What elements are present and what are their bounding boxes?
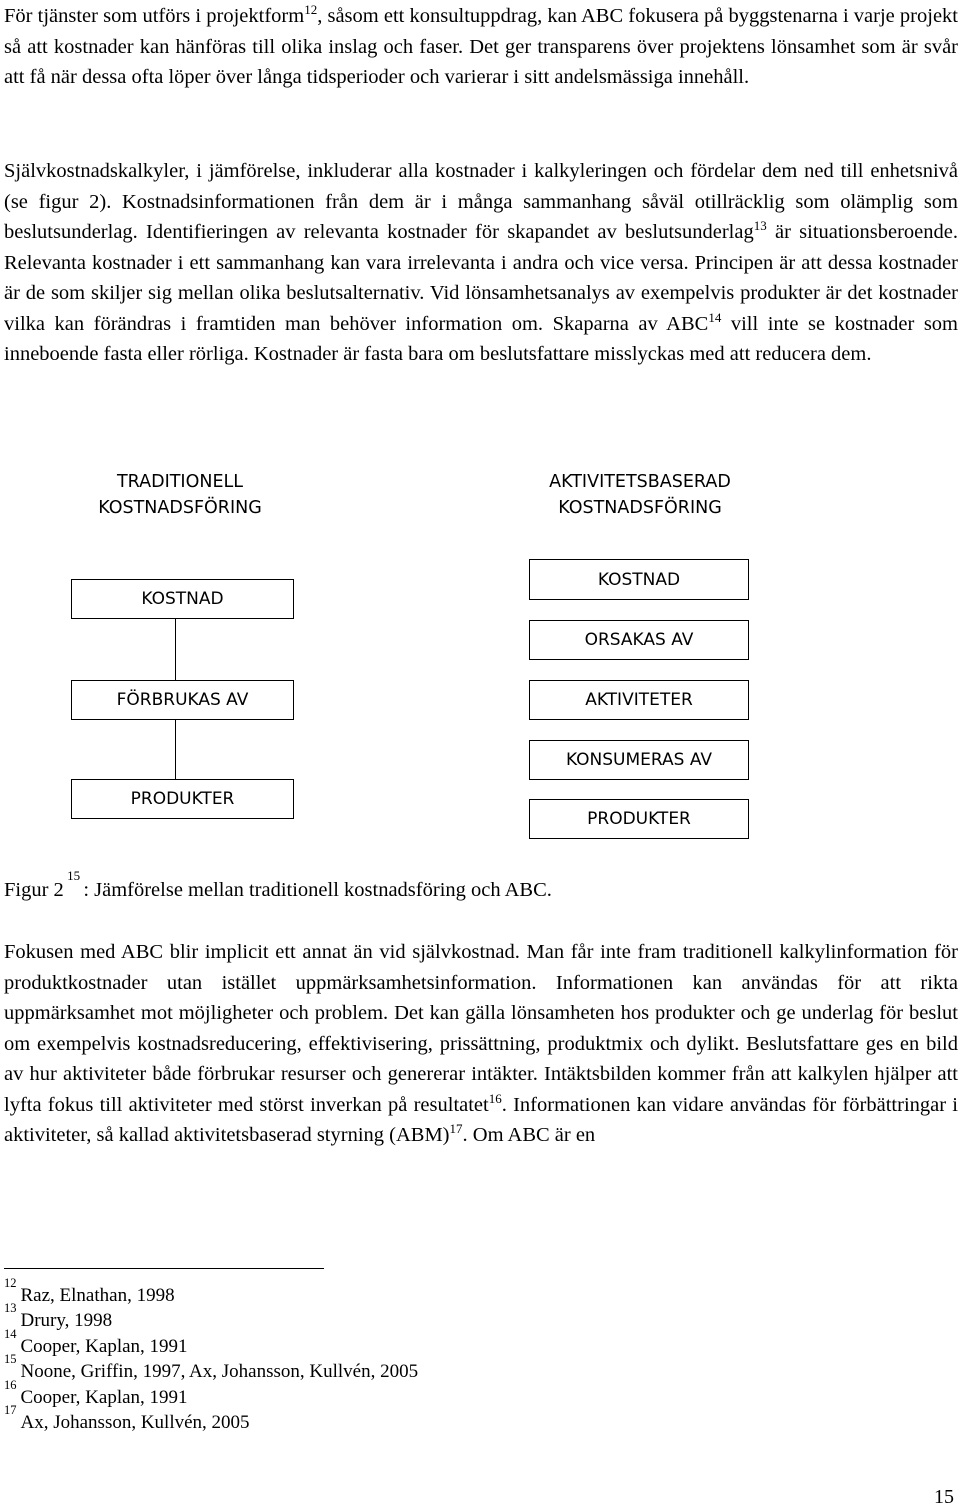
left-box-produkter — [71, 779, 294, 819]
footnote-number: 12 — [4, 1275, 17, 1290]
footnote-number: 13 — [4, 1300, 17, 1315]
text-run: . Om ABC är en — [462, 1124, 596, 1146]
box-label: FÖRBRUKAS AV — [116, 690, 249, 710]
footnote-text: Ax, Johansson, Kullvén, 2005 — [20, 1412, 250, 1433]
caption-text: : Jämförelse mellan traditionell kostnadsföring och ABC. — [83, 879, 552, 901]
text-run: För tjänster som utförs i projektform — [4, 5, 305, 27]
box-label: ORSAKAS AV — [584, 630, 694, 650]
footnote-ref: 14 — [708, 309, 722, 325]
footnote-ref: 16 — [488, 1090, 502, 1106]
footnote-text: Noone, Griffin, 1997, Ax, Johansson, Kullvén, 2005 — [20, 1361, 419, 1382]
text-run: är situationsberoende. Relevanta kostnader i ett sammanhang kan vara irrelevanta i andra och vice versa. Principen är att dessa kostnader är de som skiljer sig mellan olika beslutsalternativ. Vid lönsamhetsanalys av exempelvis produkter är det kostnader vilka kan förändras i framtiden man behöver information om. Skaparna av ABC — [4, 221, 958, 335]
footnote-ref: 12 — [304, 2, 318, 17]
footnote-ref: 13 — [753, 218, 767, 233]
connector-line — [175, 619, 176, 680]
right-box-kostnad — [529, 559, 749, 600]
footnote — [4, 1377, 188, 1410]
paragraph-1 — [4, 1, 958, 93]
right-box-orsakas-av — [529, 620, 749, 660]
paragraph-3 — [4, 937, 958, 1151]
footnote-ref: 17 — [449, 1121, 463, 1136]
text-run: , såsom ett konsultuppdrag, kan ABC fokusera på byggstenarna i varje projekt så att kostnader kan hänföras till olika inslag och faser. Det ger transparens över projektens lönsamhet som är svår att få när dessa ofta löper över långa tidsperioder och varierar i sitt andelsmässiga innehåll. — [4, 5, 958, 88]
paragraph-2 — [4, 156, 958, 370]
right-box-konsumeras-av — [529, 740, 749, 780]
footnote — [4, 1402, 250, 1435]
footnote-text: Drury, 1998 — [20, 1310, 113, 1331]
figure-caption — [4, 868, 552, 905]
footnote — [4, 1351, 419, 1384]
box-label: KONSUMERAS AV — [565, 750, 713, 770]
footnote — [4, 1326, 188, 1359]
diagram-right-title-line2: KOSTNADSFÖRING — [558, 498, 722, 518]
footnote-text: Cooper, Kaplan, 1991 — [20, 1387, 188, 1408]
diagram-left-title — [60, 469, 300, 521]
text-run: . Informationen kan vidare användas för förbättringar i aktiviteter, så kallad aktivitetsbaserad styrning (ABM) — [4, 1093, 958, 1146]
box-label: PRODUKTER — [130, 789, 235, 809]
box-label: KOSTNAD — [141, 589, 224, 609]
footnote-separator — [4, 1268, 324, 1269]
footnote-number: 15 — [4, 1351, 17, 1366]
footnote-text: Cooper, Kaplan, 1991 — [20, 1336, 188, 1357]
footnote-number: 14 — [4, 1326, 17, 1341]
right-box-aktiviteter — [529, 680, 749, 720]
diagram-right-title — [500, 469, 780, 521]
text-run: vill inte se kostnader som inneboende fasta eller rörliga. Kostnader är fasta bara om beslutsfattare misslyckas med att reducera dem. — [4, 312, 958, 365]
box-label: AKTIVITETER — [585, 690, 693, 710]
right-box-produkter — [529, 799, 749, 839]
footnote-number: 16 — [4, 1377, 17, 1392]
footnote-ref: 15 — [63, 868, 84, 884]
left-box-forbrukas-av — [71, 680, 294, 720]
text-run: Fokusen med ABC blir implicit ett annat än vid självkostnad. Man får inte fram traditionell kalkylinformation för produktkostnader utan istället uppmärksamhetsinformation. Informationen kan användas för att rikta uppmärksamhet mot möjligheter och problem. Det kan gälla lönsamheten hos produkter och ge underlag för beslut om exempelvis kostnadsreducering, effektivisering, prissättning, produktmix och dylikt. Beslutsfattare ges en bild av hur aktiviteter både förbrukar resurser och genererar intäkter. Intäktsbilden kommer från att kalkylen hjälper att lyfta fokus till aktiviteter med störst inverkan på resultatet — [4, 941, 958, 1116]
footnote — [4, 1275, 175, 1308]
text-run: Självkostnadskalkyler, i jämförelse, inkluderar alla kostnader i kalkyleringen och fördelar dem ned till enhetsnivå (se figur 2). Kostnadsinformationen från dem är i många sammanhang såväl otillräcklig som olämplig som beslutsunderlag. Identifieringen av relevanta kostnader för skapandet av beslutsunderlag — [4, 160, 958, 243]
connector-line — [175, 720, 176, 779]
diagram-right-title-line1: AKTIVITETSBASERAD — [549, 472, 731, 492]
caption-prefix: Figur 2 — [4, 879, 64, 901]
footnote — [4, 1300, 113, 1333]
footnote-text: Raz, Elnathan, 1998 — [20, 1285, 175, 1306]
box-label: PRODUKTER — [587, 809, 691, 829]
page-number: 15 — [934, 1486, 954, 1508]
footnote-number: 17 — [4, 1402, 17, 1417]
diagram-left-title-line2: KOSTNADSFÖRING — [98, 498, 262, 518]
diagram-left-title-line1: TRADITIONELL — [116, 472, 244, 492]
box-label: KOSTNAD — [597, 569, 681, 590]
left-box-kostnad — [71, 579, 294, 619]
